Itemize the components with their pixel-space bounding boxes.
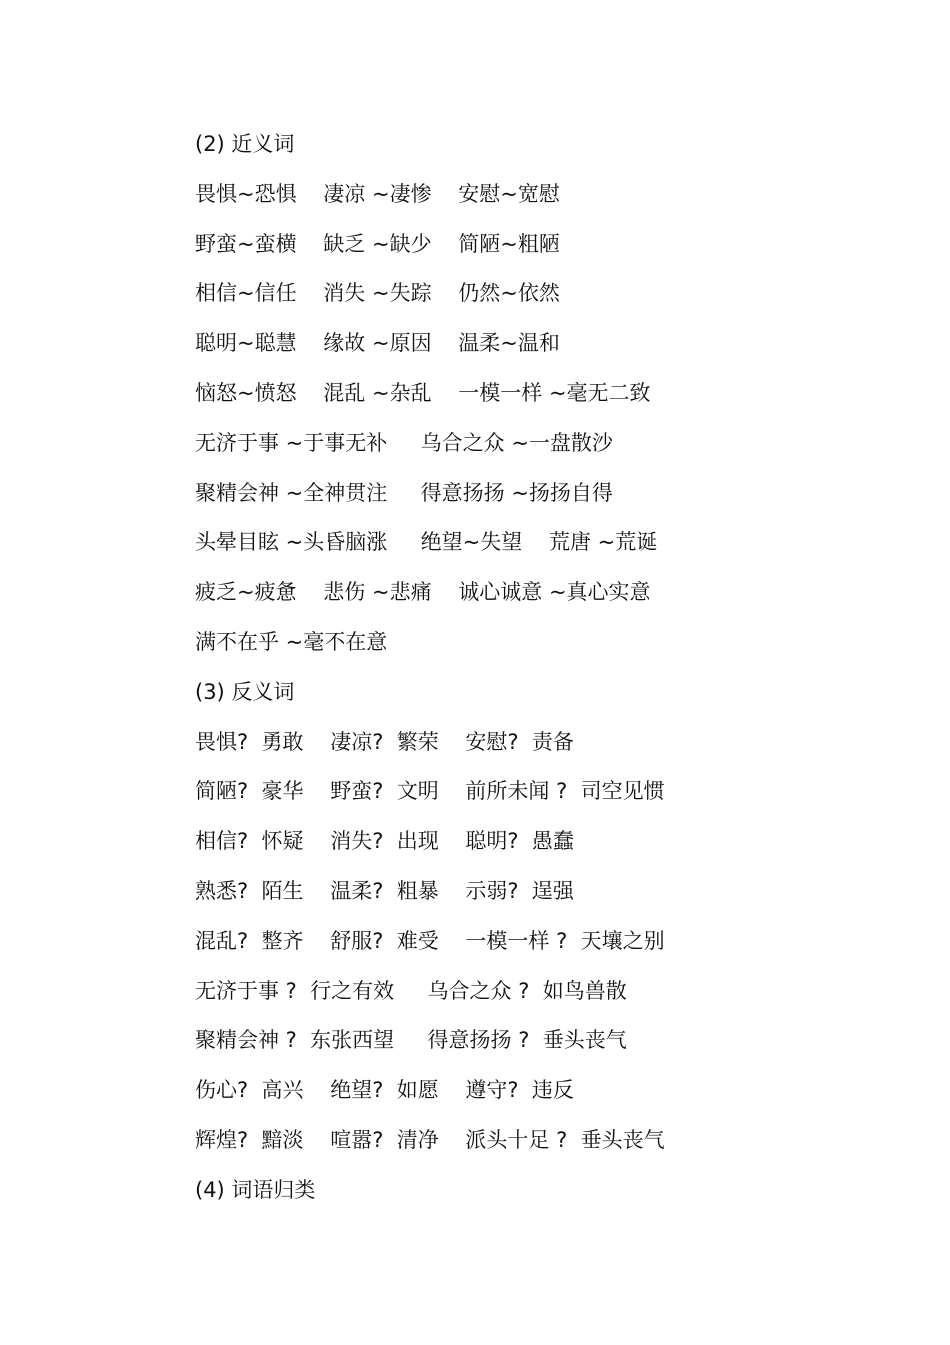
synonym-line: 相信~信任 消失 ~失踪 仍然~依然 bbox=[195, 281, 560, 306]
antonym-line: 伤心? 高兴 绝望? 如愿 遵守? 违反 bbox=[195, 1078, 574, 1103]
antonym-line: 聚精会神 ? 东张西望 得意扬扬 ? 垂头丧气 bbox=[195, 1028, 627, 1053]
antonym-line: 熟悉? 陌生 温柔? 粗暴 示弱? 逞强 bbox=[195, 878, 574, 903]
antonym-line: 相信? 怀疑 消失? 出现 聪明? 愚蠢 bbox=[195, 829, 574, 854]
section-heading-classification: (4) 词语归类 bbox=[195, 1177, 316, 1202]
synonym-line: 野蛮~蛮横 缺乏 ~缺少 简陋~粗陋 bbox=[195, 231, 560, 256]
antonym-line: 简陋? 豪华 野蛮? 文明 前所未闻 ? 司空见惯 bbox=[195, 779, 665, 804]
synonym-line: 满不在乎 ~毫不在意 bbox=[195, 629, 388, 654]
antonym-line: 无济于事 ? 行之有效 乌合之众 ? 如鸟兽散 bbox=[195, 978, 627, 1003]
synonym-line: 恼怒~愤怒 混乱 ~杂乱 一模一样 ~毫无二致 bbox=[195, 380, 651, 405]
antonym-line: 畏惧? 勇敢 凄凉? 繁荣 安慰? 责备 bbox=[195, 729, 574, 754]
section-heading-synonyms: (2) 近义词 bbox=[195, 132, 295, 156]
synonym-line: 疲乏~疲惫 悲伤 ~悲痛 诚心诚意 ~真心实意 bbox=[195, 580, 651, 605]
section-heading-antonyms: (3) 反义词 bbox=[195, 679, 295, 704]
synonym-line: 聪明~聪慧 缘故 ~原因 温柔~温和 bbox=[195, 331, 560, 356]
antonym-line: 辉煌? 黯淡 喧嚣? 清净 派头十足 ? 垂头丧气 bbox=[195, 1127, 665, 1152]
synonym-line: 头晕目眩 ~头昏脑涨 绝望~失望 荒唐 ~荒诞 bbox=[195, 530, 658, 555]
synonym-line: 无济于事 ~于事无补 乌合之众 ~一盘散沙 bbox=[195, 430, 613, 455]
document-page bbox=[195, 120, 895, 1216]
antonym-line: 混乱? 整齐 舒服? 难受 一模一样 ? 天壤之别 bbox=[195, 928, 665, 953]
synonym-line: 聚精会神 ~全神贯注 得意扬扬 ~扬扬自得 bbox=[195, 480, 613, 505]
synonym-line: 畏惧~恐惧 凄凉 ~凄惨 安慰~宽慰 bbox=[195, 181, 560, 206]
